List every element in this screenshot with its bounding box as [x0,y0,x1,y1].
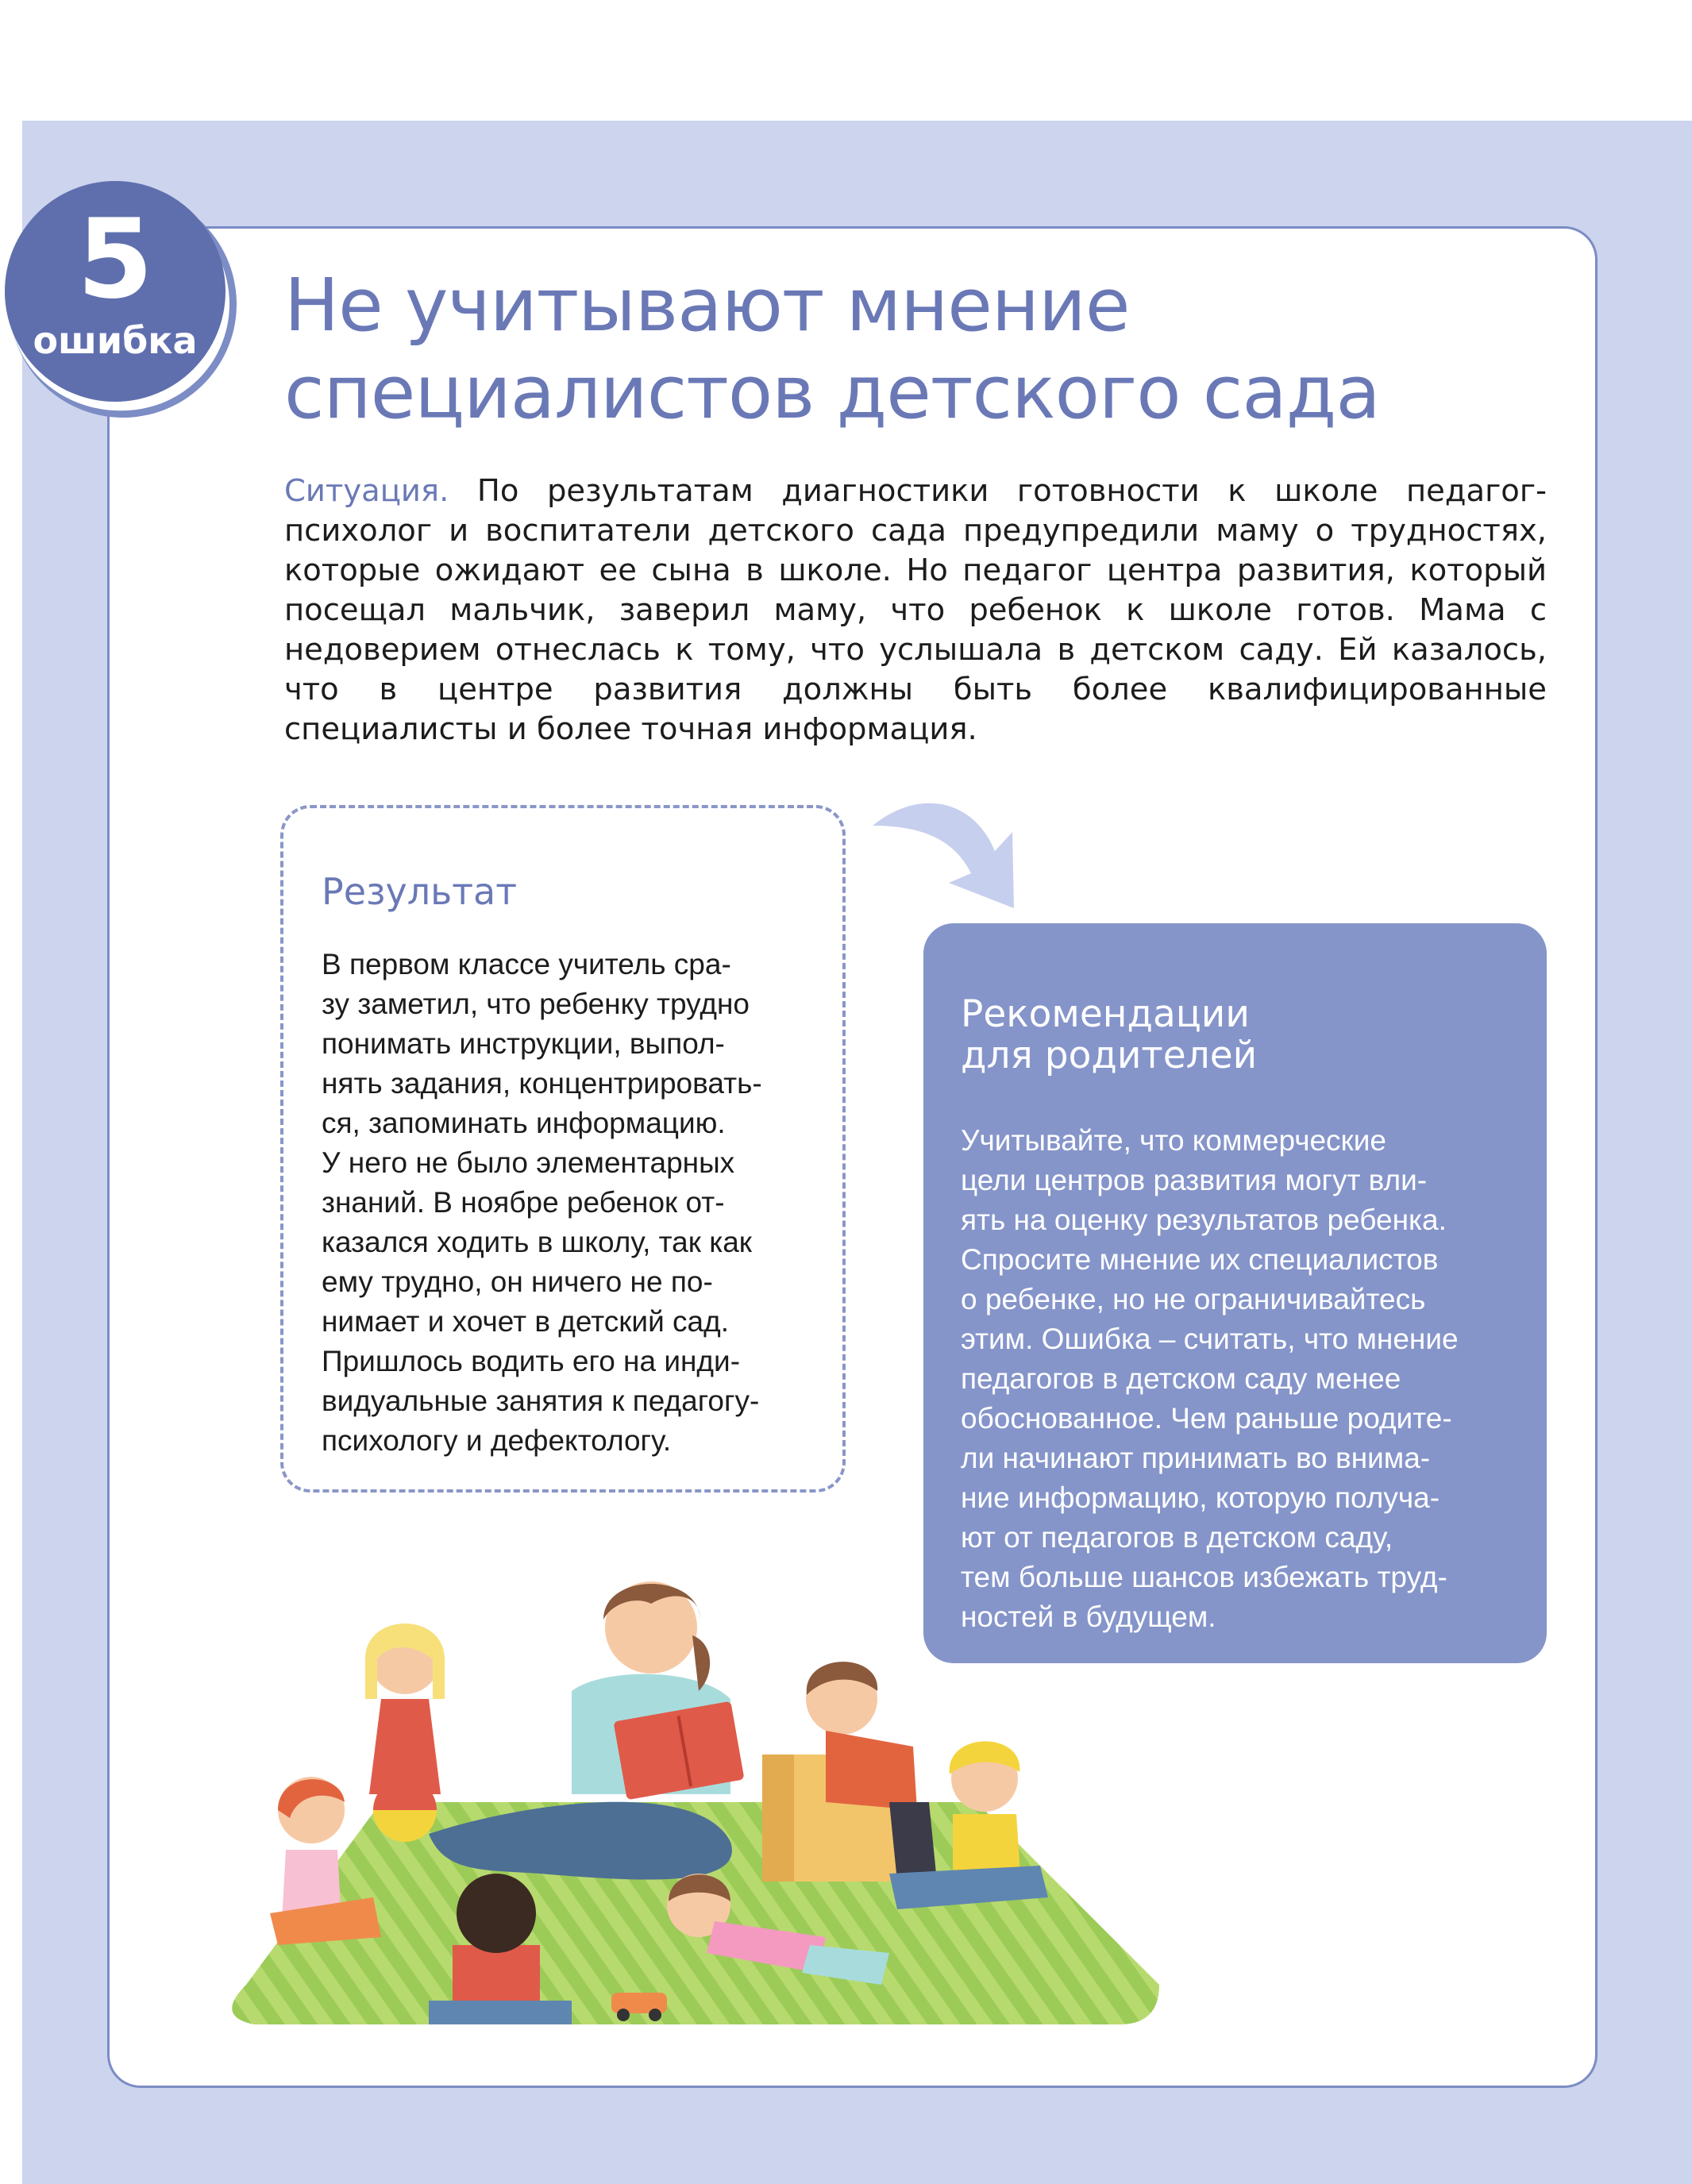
recommendation-line: тем больше шансов избежать труд- [961,1561,1447,1593]
result-title: Результат [322,870,518,913]
recommendation-line: этим. Ошибка – считать, что мнение [961,1323,1459,1355]
result-line: видуальные занятия к педагогу- [322,1385,760,1417]
recommendation-line: ют от педагогов в детском саду, [961,1521,1393,1554]
recommendation-line: ли начинают принимать во внима- [961,1442,1431,1474]
result-text [322,945,812,1461]
result-line: У него не было элементарных [322,1146,735,1179]
teacher [429,1581,745,1880]
situation-label: Ситуация. [284,473,449,509]
recommendation-line: ние информацию, которую получа- [961,1481,1440,1514]
recommendation-line: обоснованное. Чем раньше родите- [961,1402,1452,1435]
result-line: В первом классе учитель сра- [322,948,731,980]
recommendation-line: ять на оценку результатов ребенка. [961,1204,1447,1236]
title-line-1: Не учитывают мнение [284,263,1130,348]
result-line: нять задания, концентрировать- [322,1067,762,1100]
mistake-number: 5 [76,195,154,323]
situation-text: По результатам диагностики готовности к школе педагог-психолог и воспитатели детского сада предупредили маму о трудностях, которые ожидают ее сына в школе. Но педагог центра развития, который посещал мальчик, заверил маму, что ребенок к школе готов. Мама с недоверием отнеслась к тому, что услышала в детском саду. Ей казалось, что в центре развития должны быть более квалифицированные специалисты и более точная информация. [284,473,1547,747]
recommendation-line: ностей в будущем. [961,1600,1216,1633]
recommendation-line: Спросите мнение их специалистов [961,1243,1439,1276]
result-line: психологу и дефектологу. [322,1424,672,1457]
recommendations-title-line-2: для родителей [961,1034,1258,1077]
result-line: казался ходить в школу, так как [322,1226,752,1258]
result-line: зу заметил, что ребенку трудно [322,988,750,1020]
recommendation-line: педагогов в детском саду менее [961,1362,1401,1395]
result-line: ся, запоминать информацию. [322,1107,726,1139]
result-line: нимает и хочет в детский сад. [322,1305,729,1338]
recommendation-line: о ребенке, но не ограничивайтесь [961,1283,1426,1315]
result-line: ему трудно, он ничего не по- [322,1265,713,1298]
result-line: знаний. В ноябре ребенок от- [322,1186,725,1219]
mistake-word: ошибка [33,319,198,362]
child-girl-blonde [365,1624,445,1842]
page-title [284,262,1571,437]
teacher-reading-to-children-illustration [127,1540,1175,2064]
mistake-badge [5,181,225,402]
recommendation-line: Учитывайте, что коммерческие [961,1124,1386,1157]
result-line: понимать инструкции, выпол- [322,1027,725,1060]
recommendations-title [961,994,1517,1077]
situation-paragraph [284,472,1547,749]
curved-arrow-icon [869,794,1028,913]
title-line-2: специалистов детского сада [284,350,1380,435]
recommendation-line: цели центров развития могут вли- [961,1164,1428,1196]
result-line: Пришлось водить его на инди- [322,1345,741,1377]
recommendations-title-line-1: Рекомендации [961,992,1250,1036]
